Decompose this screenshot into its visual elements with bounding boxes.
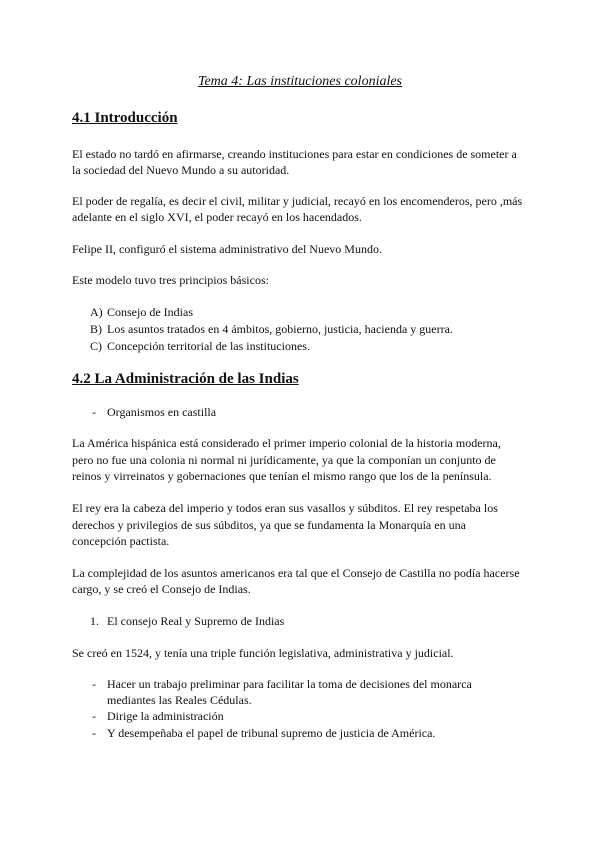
paragraph-line: la sociedad del Nuevo Mundo a su autoridad. [72,163,290,177]
list-marker: B) [90,322,102,336]
paragraph: Este modelo tuvo tres principios básicos: [72,273,269,287]
list-marker: C) [90,339,102,353]
paragraph-line: El poder de regalía, es decir el civil, militar y judicial, recayó en los encomenderos, pero ,más [72,194,523,208]
document-title: Tema 4: Las instituciones coloniales [197,74,403,89]
list-marker: - [92,726,96,740]
paragraph-line: adelante en el siglo XVI, el poder recayó en los hacendados. [72,210,362,224]
list-item: Consejo de Indias [107,305,193,319]
list-marker: 1. [90,614,99,628]
list-marker: - [92,677,96,691]
paragraph-line: cargo, y se creó el Consejo de Indias. [72,582,251,596]
paragraph-line: La América hispánica está considerado el primer imperio colonial de la historia moderna, [72,436,501,450]
list-marker: - [92,405,96,419]
paragraph-line: El estado no tardó en afirmarse, creando instituciones para estar en condiciones de someter a [72,147,517,161]
list-marker: A) [90,305,103,319]
list-item: Y desempeñaba el papel de tribunal supremo de justicia de América. [107,726,436,740]
paragraph-line: El rey era la cabeza del imperio y todos eran sus vasallos y súbditos. El rey respetaba los [72,501,498,515]
list-item: El consejo Real y Supremo de Indias [107,614,285,628]
list-item: Organismos en castilla [107,405,217,419]
paragraph-line: concepción pactista. [72,534,170,548]
list-item-continuation: mediantes las Reales Cédulas. [107,693,252,707]
paragraph-line: pero no fue una colonia ni normal ni jurídicamente, ya que la componían un conjunto de [72,453,496,467]
list-item: Dirige la administración [107,709,224,723]
list-item: Concepción territorial de las instituciones. [107,339,310,353]
paragraph-line: reinos y virreinatos y gobernaciones que tenían el mismo rango que los de la península. [72,469,492,483]
list-item: Hacer un trabajo preliminar para facilitar la toma de decisiones del monarca [107,677,472,691]
list-marker: - [92,709,96,723]
paragraph: Felipe II, configuró el sistema administrativo del Nuevo Mundo. [72,242,382,256]
paragraph: Se creó en 1524, y tenía una triple función legislativa, administrativa y judicial. [72,646,454,660]
paragraph-line: derechos y privilegios de sus súbditos, ya que se fundamenta la Monarquía en una [72,518,466,532]
list-item: Los asuntos tratados en 4 ámbitos, gobierno, justicia, hacienda y guerra. [107,322,453,336]
section-heading-introduccion: 4.1 Introducción [72,110,178,126]
section-heading-administracion: 4.2 La Administración de las Indias [72,371,299,387]
paragraph-line: La complejidad de los asuntos americanos era tal que el Consejo de Castilla no podía hacerse [72,566,520,580]
